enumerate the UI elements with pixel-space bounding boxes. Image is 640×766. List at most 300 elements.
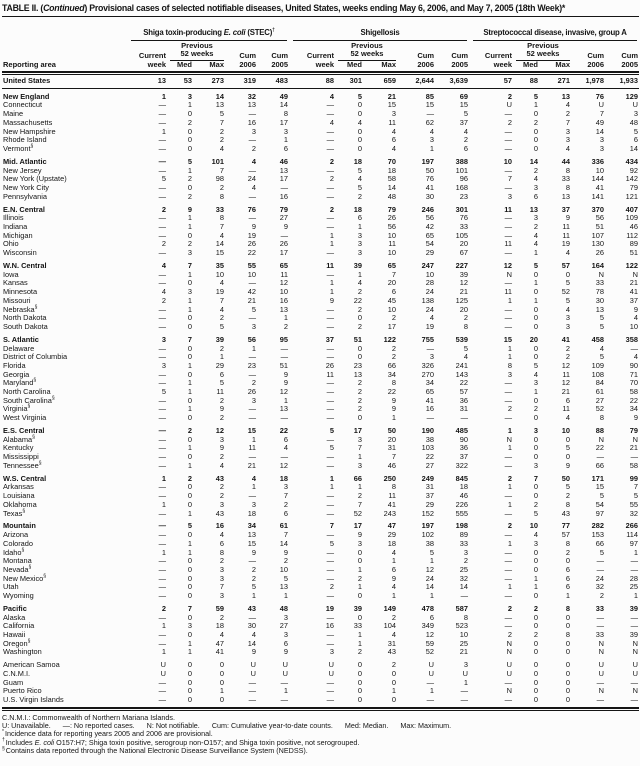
table-row (2, 549, 639, 558)
row-label: Mid. Atlantic (3, 156, 47, 166)
data-cell: 52 (595, 404, 604, 414)
data-cell: 6 (283, 143, 288, 153)
data-cell: 4 (565, 143, 570, 153)
data-cell: 52 (425, 647, 434, 657)
data-cell: 241 (455, 360, 468, 370)
data-cell: 1 (391, 556, 396, 566)
data-cell: 3 (187, 248, 192, 258)
table-row (2, 119, 639, 128)
data-cell: 97 (629, 538, 638, 548)
data-cell: 1 (187, 547, 192, 557)
data-cell: 57 (561, 260, 570, 270)
data-cell: — (280, 452, 288, 462)
data-cell: 4 (329, 117, 334, 127)
data-cell: N (632, 638, 638, 648)
data-cell: 2 (391, 612, 396, 622)
data-cell: 84 (595, 378, 604, 388)
data-cell: N (506, 434, 512, 444)
data-cell: — (248, 556, 256, 566)
data-cell: 1 (357, 564, 362, 574)
data-cell: 51 (353, 334, 362, 344)
data-cell: 7 (187, 334, 192, 344)
data-cell: 24 (595, 573, 604, 583)
data-cell: 50 (425, 165, 434, 175)
data-cell: N (598, 647, 604, 657)
data-cell: 107 (591, 230, 604, 240)
data-cell: 95 (279, 334, 288, 344)
data-cell: 5 (283, 573, 288, 583)
table-row (2, 288, 639, 297)
data-cell: N (598, 638, 604, 648)
data-cell: 36 (459, 443, 468, 453)
data-cell: 0 (533, 695, 538, 705)
data-cell: 4 (565, 304, 570, 314)
data-cell: 66 (387, 360, 396, 370)
current-label: Current (138, 51, 166, 61)
data-cell: 13 (279, 582, 288, 592)
data-cell: 2 (219, 612, 224, 622)
row-label: Maine (3, 109, 24, 119)
data-cell: 1 (187, 213, 192, 223)
data-cell: 30 (595, 295, 604, 305)
data-cell: — (248, 677, 256, 687)
data-cell: 6 (391, 564, 396, 574)
data-cell: 8 (565, 538, 570, 548)
data-cell: 0 (357, 343, 362, 353)
data-cell: — (504, 530, 512, 540)
data-cell: 2 (219, 343, 224, 353)
data-cell: — (158, 117, 166, 127)
row-label: W.N. Central (3, 260, 47, 270)
data-cell: — (596, 556, 604, 566)
data-cell: 1 (251, 343, 256, 353)
data-cell: 0 (187, 313, 192, 323)
data-cell: 13 (247, 100, 256, 110)
row-label: Vermont§ (3, 143, 34, 153)
data-cell: 53 (183, 76, 192, 86)
data-cell: N (632, 647, 638, 657)
data-cell: 28 (629, 573, 638, 583)
data-cell: 11 (326, 260, 334, 270)
data-cell: — (326, 591, 334, 601)
data-cell: 3 (251, 395, 256, 405)
data-cell: 36 (459, 395, 468, 405)
data-cell: 358 (625, 334, 638, 344)
data-cell: 5 (633, 491, 638, 501)
data-cell: 0 (187, 182, 192, 192)
data-cell: 14 (595, 126, 604, 136)
cum-label: Cum (417, 51, 434, 61)
table-row (2, 522, 639, 531)
data-cell: — (326, 564, 334, 574)
data-cell: 5 (329, 426, 334, 436)
data-cell: 8 (391, 378, 396, 388)
data-cell: 76 (459, 213, 468, 223)
data-cell: 12 (503, 260, 512, 270)
data-cell: 56 (247, 334, 256, 344)
data-cell: 79 (387, 204, 396, 214)
table-row (2, 492, 639, 501)
data-cell: 9 (391, 395, 396, 405)
data-cell: 1 (507, 295, 512, 305)
data-cell: — (326, 434, 334, 444)
data-cell: 0 (187, 434, 192, 444)
data-cell: 13 (353, 369, 362, 379)
data-cell: 15 (387, 100, 396, 110)
data-cell: 7 (283, 530, 288, 540)
data-cell: 1 (283, 395, 288, 405)
row-label: Montana (3, 556, 32, 566)
data-cell: 0 (391, 677, 396, 687)
data-cell: 37 (561, 204, 570, 214)
data-cell: 0 (533, 621, 538, 631)
data-cell: 17 (353, 426, 362, 436)
row-label: New Hampshire (3, 126, 56, 136)
data-cell: N (506, 647, 512, 657)
data-cell: — (326, 573, 334, 583)
data-cell: 70 (387, 156, 396, 166)
table-row (2, 475, 639, 484)
table-row (2, 405, 639, 414)
data-cell: 0 (357, 413, 362, 423)
data-cell: 62 (425, 117, 434, 127)
data-cell: 27 (279, 213, 288, 223)
data-cell: 2 (391, 343, 396, 353)
data-cell: 2 (283, 499, 288, 509)
data-cell: 5 (357, 182, 362, 192)
table-row (2, 345, 639, 354)
data-cell: 2 (187, 426, 192, 436)
row-label: Rhode Island (3, 135, 47, 145)
table-row (2, 622, 639, 631)
data-cell: 3 (251, 499, 256, 509)
data-cell: 138 (421, 295, 434, 305)
data-cell: 539 (455, 334, 468, 344)
data-cell: 22 (387, 387, 396, 397)
table-row (2, 110, 639, 119)
data-cell: 0 (533, 669, 538, 679)
data-cell: 0 (533, 135, 538, 145)
data-cell: 2 (219, 491, 224, 501)
data-cell: 11 (248, 443, 256, 453)
data-cell: 9 (283, 647, 288, 657)
data-cell: 3 (283, 630, 288, 640)
data-cell: 7 (283, 491, 288, 501)
data-cell: — (158, 573, 166, 583)
data-cell: 9 (219, 404, 224, 414)
cum-label: Cum (451, 51, 468, 61)
data-cell: 16 (279, 295, 288, 305)
data-cell: — (326, 109, 334, 119)
data-cell: 6 (391, 287, 396, 297)
row-label: Pennsylvania (3, 191, 47, 201)
data-cell: 1 (329, 230, 334, 240)
data-cell: 1 (507, 352, 512, 362)
data-cell: — (158, 313, 166, 323)
data-cell: 56 (425, 213, 434, 223)
data-cell: 6 (283, 508, 288, 518)
data-cell: 0 (533, 321, 538, 331)
data-cell: 164 (591, 260, 604, 270)
data-cell: 109 (625, 213, 638, 223)
data-cell: 2 (357, 287, 362, 297)
data-cell: 19 (425, 321, 434, 331)
data-cell: 4 (219, 143, 224, 153)
row-label: Arizona (3, 530, 29, 540)
data-cell: 14 (529, 156, 538, 166)
data-cell: 4 (283, 443, 288, 453)
data-cell: 3 (187, 621, 192, 631)
data-cell: — (504, 413, 512, 423)
data-cell: 1 (533, 387, 538, 397)
data-cell: 22 (247, 248, 256, 258)
data-cell: 18 (215, 621, 224, 631)
data-cell: 0 (533, 482, 538, 492)
data-cell: 326 (421, 360, 434, 370)
data-cell: 11 (504, 239, 512, 249)
table-row (2, 483, 639, 492)
row-label: North Carolina (3, 387, 51, 397)
data-cell: 2 (219, 482, 224, 492)
data-cell: 13 (529, 204, 538, 214)
table-row (2, 605, 639, 614)
data-cell: — (158, 413, 166, 423)
table-row (2, 427, 639, 436)
data-cell: — (158, 182, 166, 192)
data-cell: 5 (533, 360, 538, 370)
data-cell: — (630, 343, 638, 353)
data-cell: 226 (455, 499, 468, 509)
data-cell: 6 (219, 538, 224, 548)
data-cell: 41 (425, 182, 434, 192)
data-cell: 10 (629, 321, 638, 331)
data-cell: 24 (425, 287, 434, 297)
data-cell: 9 (187, 204, 192, 214)
data-cell: 141 (591, 191, 604, 201)
data-cell: 52 (561, 287, 570, 297)
row-label: Virginia§ (3, 403, 31, 414)
data-cell: 101 (211, 156, 224, 166)
data-cell: 0 (187, 556, 192, 566)
data-cell: — (158, 686, 166, 696)
data-cell: 16 (215, 521, 224, 531)
data-cell: 29 (387, 530, 396, 540)
data-cell: — (248, 109, 256, 119)
data-cell: 3 (283, 482, 288, 492)
data-cell: 3 (507, 191, 512, 201)
data-cell: 1 (357, 221, 362, 231)
data-cell: 2 (357, 387, 362, 397)
data-cell: 1 (219, 352, 224, 362)
data-cell: 29 (425, 248, 434, 258)
data-cell: 1 (533, 100, 538, 110)
data-cell: 8 (565, 182, 570, 192)
data-cell: 1 (187, 360, 192, 370)
data-cell: 7 (219, 221, 224, 231)
previous-label: Previous (351, 40, 383, 50)
data-cell: 2 (251, 378, 256, 388)
data-cell: 3 (219, 434, 224, 444)
data-cell: 7 (329, 521, 334, 531)
data-cell: 55 (247, 260, 256, 270)
data-cell: — (158, 677, 166, 687)
data-cell: — (158, 278, 166, 288)
data-cell: 3 (357, 239, 362, 249)
data-cell: — (158, 538, 166, 548)
data-cell: 1 (161, 126, 166, 136)
data-cell: 49 (595, 117, 604, 127)
data-cell: 2 (219, 413, 224, 423)
data-cell: 0 (533, 395, 538, 405)
row-label: E.S. Central (3, 426, 45, 436)
data-cell: 5 (251, 582, 256, 592)
data-cell: 8 (507, 360, 512, 370)
table-row (2, 583, 639, 592)
data-cell: 89 (629, 239, 638, 249)
data-cell: 99 (629, 473, 638, 483)
data-cell: 5 (219, 378, 224, 388)
data-cell: N (598, 434, 604, 444)
data-cell: 171 (591, 473, 604, 483)
data-cell: 1 (507, 499, 512, 509)
data-cell: 27 (279, 621, 288, 631)
data-cell: — (248, 135, 256, 145)
data-cell: — (326, 508, 334, 518)
data-cell: 2 (463, 135, 468, 145)
data-cell: U (328, 669, 334, 679)
data-cell: 0 (391, 669, 396, 679)
data-cell: 37 (459, 117, 468, 127)
data-cell: 51 (629, 248, 638, 258)
data-cell: 523 (455, 621, 468, 631)
data-cell: 1 (463, 677, 468, 687)
data-cell: — (504, 573, 512, 583)
cum-label: Cum (621, 51, 638, 61)
data-cell: 26 (247, 239, 256, 249)
data-cell: 2 (391, 660, 396, 670)
row-label: Ohio (3, 239, 19, 249)
data-cell: 4 (533, 530, 538, 540)
legend-item: N: Not notifiable. (146, 721, 200, 731)
data-cell: 21 (387, 91, 396, 101)
data-cell: 57 (459, 387, 468, 397)
data-cell: — (158, 521, 166, 531)
data-cell: 18 (459, 482, 468, 492)
data-cell: 4 (219, 304, 224, 314)
data-cell: 2 (533, 630, 538, 640)
data-cell: 1 (533, 248, 538, 258)
data-cell: 7 (599, 109, 604, 119)
data-cell: 0 (533, 126, 538, 136)
data-cell: 0 (533, 556, 538, 566)
data-cell: 33 (215, 204, 224, 214)
data-cell: 2 (161, 204, 166, 214)
data-cell: — (326, 530, 334, 540)
data-cell: 59 (425, 638, 434, 648)
data-cell: 0 (187, 573, 192, 583)
table-row (2, 336, 639, 345)
data-cell: 2 (357, 404, 362, 414)
data-cell: 10 (425, 269, 434, 279)
data-cell: — (460, 695, 468, 705)
data-cell: 18 (353, 204, 362, 214)
data-cell: 2 (283, 321, 288, 331)
data-cell: 2 (219, 182, 224, 192)
data-cell: 31 (387, 443, 396, 453)
data-cell: 3 (219, 564, 224, 574)
data-cell: 246 (421, 204, 434, 214)
data-cell: 66 (595, 460, 604, 470)
data-cell: 1,933 (619, 76, 638, 86)
data-cell: 65 (387, 260, 396, 270)
data-cell: 13 (595, 304, 604, 314)
data-cell: 5 (219, 109, 224, 119)
data-cell: 11 (388, 239, 396, 249)
data-cell: 1 (187, 460, 192, 470)
data-cell: 4 (463, 126, 468, 136)
data-cell: U (632, 669, 638, 679)
data-cell: 9 (391, 573, 396, 583)
data-cell: 0 (187, 591, 192, 601)
row-label: American Samoa (3, 660, 60, 670)
row-label: New England (3, 91, 50, 101)
data-cell: 22 (459, 378, 468, 388)
row-label: Indiana (3, 221, 28, 231)
data-cell: 0 (533, 109, 538, 119)
table-row (2, 362, 639, 371)
previous-label: Previous (527, 40, 559, 50)
data-cell: — (596, 564, 604, 574)
data-cell: 1 (533, 295, 538, 305)
data-cell: 6 (357, 213, 362, 223)
table-body (2, 77, 639, 704)
data-cell: N (632, 686, 638, 696)
data-cell: U (598, 100, 604, 110)
data-cell: 4 (391, 547, 396, 557)
data-cell: 17 (279, 174, 288, 184)
table-row (2, 128, 639, 137)
data-cell: — (158, 564, 166, 574)
data-cell: 0 (565, 677, 570, 687)
data-cell: — (158, 369, 166, 379)
data-cell: 2 (507, 404, 512, 414)
data-cell: 9 (251, 647, 256, 657)
data-cell: 1 (251, 482, 256, 492)
data-cell: 0 (533, 287, 538, 297)
data-cell: 15 (459, 100, 468, 110)
data-cell: — (504, 491, 512, 501)
data-cell: — (504, 547, 512, 557)
data-cell: 27 (595, 395, 604, 405)
data-cell: 319 (243, 76, 256, 86)
data-cell: 79 (629, 426, 638, 436)
data-cell: 16 (247, 117, 256, 127)
data-cell: 3 (533, 213, 538, 223)
data-cell: 0 (187, 530, 192, 540)
data-cell: 14 (279, 100, 288, 110)
footnote-line: †Includes E. coli O157:H7; Shiga toxin positive, serogroup non-O157; and Shiga toxin positive, not serogrouped. (2, 737, 360, 747)
data-cell: 0 (357, 686, 362, 696)
data-cell: 1 (429, 143, 434, 153)
data-cell: 51 (595, 221, 604, 231)
data-cell: 8 (219, 547, 224, 557)
data-cell: 33 (459, 538, 468, 548)
data-cell: — (504, 313, 512, 323)
data-cell: — (326, 499, 334, 509)
data-cell: 2 (219, 452, 224, 462)
data-cell: 10 (279, 287, 288, 297)
data-cell: — (596, 621, 604, 631)
